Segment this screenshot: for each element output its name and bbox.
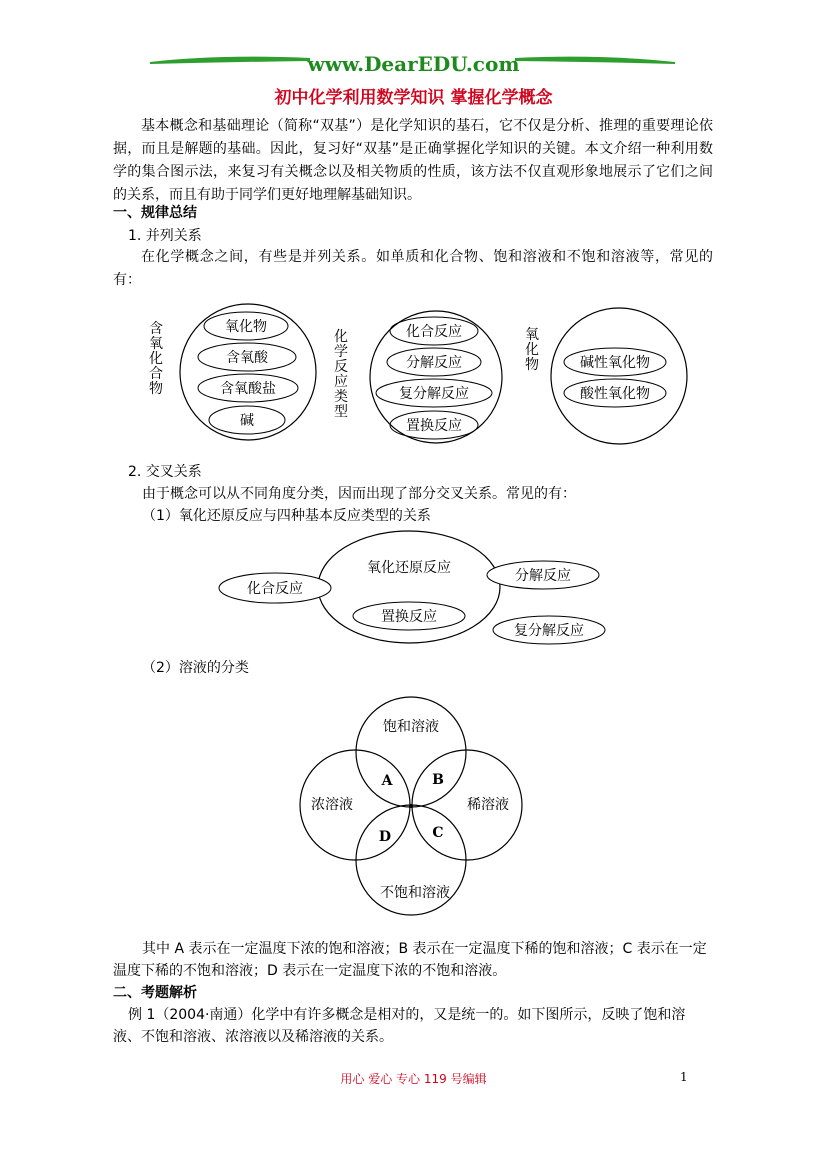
group1-label: 含 氧 化 合 物 [149,321,163,397]
group3-item-1: 酸性氧化物 [580,386,650,402]
region-d: D [378,829,392,845]
region-c: C [432,825,444,841]
group1-item-3: 碱 [240,413,254,429]
section2-heading: 二、考题解析 [113,985,197,1001]
group2-item-0: 化合反应 [406,324,462,340]
concentrated-label: 浓溶液 [311,797,353,813]
combination-label: 化合反应 [247,581,303,597]
sub2-text: 由于概念可以从不同角度分类，因而出现了部分交叉关系。常见的有： [142,486,576,502]
sub1-heading: 1. 并列关系 [128,228,202,244]
sub2-heading: 2. 交叉关系 [128,464,202,480]
example-line-2: 液、不饱和溶液、浓溶液以及稀溶液的关系。 [113,1029,393,1045]
explain-line-1: 其中 A 表示在一定温度下浓的饱和溶液；B 表示在一定温度下稀的饱和溶液；C 表示在一定 [142,941,707,957]
parallel-diagram [140,300,700,450]
group2-item-2: 复分解反应 [399,386,469,402]
page-title: 初中化学利用数学知识 掌握化学概念 [274,88,553,108]
group1-item-0: 氧化物 [225,319,267,335]
region-b: B [432,772,444,788]
group3-item-0: 碱性氧化物 [580,355,650,371]
section1-heading: 一、规律总结 [113,205,197,221]
unsaturated-label: 不饱和溶液 [380,885,450,901]
saturated-label: 饱和溶液 [383,719,439,735]
footer-text: 用心 爱心 专心 119 号编辑 [340,1072,487,1086]
displacement-label: 置换反应 [381,609,437,625]
group2-label: 化 学 反 应 类 型 [334,329,348,420]
decomposition-label: 分解反应 [515,568,571,584]
sub2-item1: （1）氧化还原反应与四种基本反应类型的关系 [142,508,431,524]
intro-paragraph: 基本概念和基础理论（简称“双基”）是化学知识的基石，它不仅是分析、推理的重要理论依据，而且是解题的基础。因此，复习好“双基”是正确掌握化学知识的关键。本文介绍一种利用数学的集合图示法，来复习有关概念以及相关物质的性质，该方法不仅直观形象地展示了它们之间的关系，而且有助于同学们更好地理解基础知识。 [113,118,713,203]
redox-ellipse [318,531,500,643]
sub1-text: 在化学概念之间，有些是并列关系。如单质和化合物、饱和溶液和不饱和溶液等，常见的有： [113,249,713,288]
redox-label: 氧化还原反应 [367,560,451,576]
double-decomposition-label: 复分解反应 [514,623,584,639]
redox-diagram [215,530,615,650]
group2-item-3: 置换反应 [406,418,462,434]
region-a: A [381,773,393,789]
solution-diagram [290,695,530,925]
example-line-1: 例 1（2004·南通）化学中有许多概念是相对的，又是统一的。如下图所示，反映了饱和溶 [128,1007,686,1023]
dilute-label: 稀溶液 [467,797,509,813]
group1-item-2: 含氧酸盐 [220,381,276,397]
explain-line-2: 温度下稀的不饱和溶液；D 表示在一定温度下浓的不饱和溶液。 [113,963,507,979]
site-banner: www.DearEDU.com [307,52,520,76]
saturated-circle [356,697,466,807]
sub2-item2: （2）溶液的分类 [142,660,249,676]
center-point [409,804,413,808]
group3-label: 氧 化 物 [525,327,539,373]
page-number: 1 [680,1070,688,1084]
group2-item-1: 分解反应 [406,355,462,371]
group1-item-1: 含氧酸 [226,350,268,366]
